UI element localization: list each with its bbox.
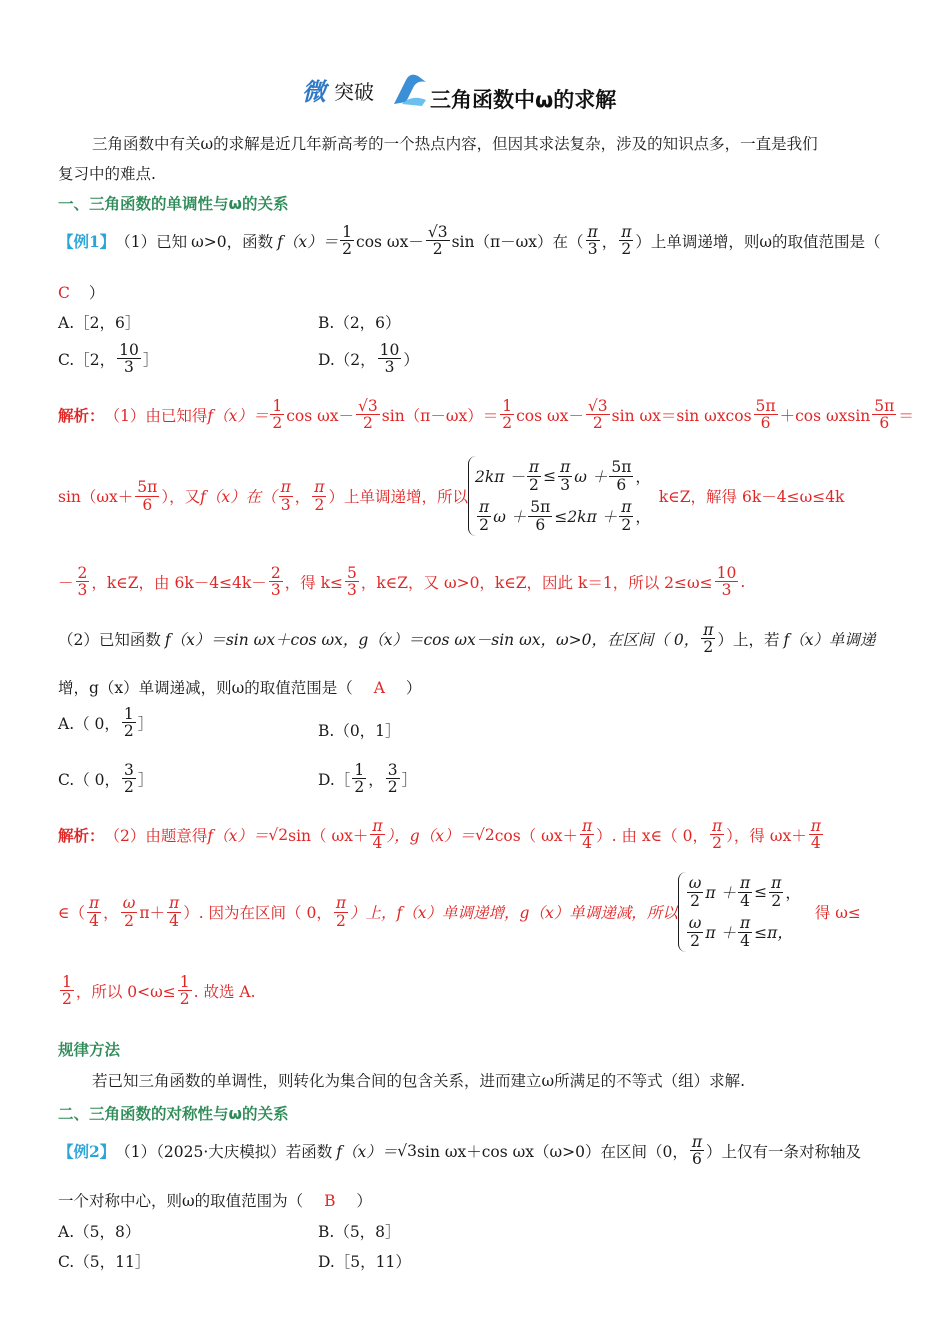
q1-label: （1）已知 xyxy=(115,232,188,251)
choice-1-D: D.（2， $\frac{10}{3}$ ） xyxy=(318,341,419,377)
q1-answer-line xyxy=(58,281,104,303)
choice-1-A: A.［2，6］ xyxy=(58,314,141,332)
q1-sin: sin（π－ωx）在（ xyxy=(451,232,584,251)
q1-comma: ， xyxy=(601,232,618,251)
section-2-heading: 二、三角函数的对称性与ω的关系 xyxy=(58,1105,289,1123)
choice-3-A: A.（5，8） xyxy=(58,1223,141,1241)
example-1-question-2: （2）已知函数 f（x）＝sin ωx＋cos ωx，g（x）＝cos ωx－sin ωx，ω>0，在区间（ 0， $\frac{\pi}{2}$ ）上，若 f（x）单调递 xyxy=(58,621,876,657)
q2-answer: A xyxy=(373,679,385,697)
solution-label: 解析： xyxy=(58,405,105,425)
q1-answer: C xyxy=(58,284,70,302)
choice-1-C: C.［2， $\frac{10}{3}$ ］ xyxy=(58,341,159,377)
solution-2-line-1: 解析： （2）由题意得 f（x）＝ √2 sin（ ωx＋ $\frac{\pi}{4}$ ），g（x）＝ √2 cos（ ωx＋ $\frac{\pi}{4}$ ）. 由 x∈（ 0， $\frac{\pi}{2}$ ），得 ωx＋ $\frac{\pi}{4}$ xyxy=(58,817,821,853)
choice-3-D: D.［5，11） xyxy=(318,1253,411,1271)
fraction-sqrt3-2: $\frac{√3}{2}$ xyxy=(427,223,448,259)
q1-fx: f（x）＝ xyxy=(277,232,339,251)
intro-line-2: 复习中的难点. xyxy=(58,165,156,183)
inequality-system-2: $\frac{\omega}{2}$ π ＋ $\frac{\pi}{4}$ ≤ $\frac{\pi}{2}$ ， $\frac{\omega}{2}$ π ＋ $\frac{\pi}{4}$ ≤π， xyxy=(678,872,801,952)
choice-3-B: B.（5，8］ xyxy=(318,1223,401,1241)
choice-2-D: D.［ $\frac{1}{2}$ ， $\frac{3}{2}$ ］ xyxy=(318,761,418,797)
example-2-question: 【例2】 （1）（2025·大庆模拟）若函数 f（x）＝ √3 sin ωx＋cos ωx（ω>0）在区间（0， $\frac{\pi}{6}$ ）上仅有一条对称轴及 xyxy=(58,1133,862,1169)
q1-cos: cos ωx－ xyxy=(356,232,424,251)
q1-cond: ω>0，函数 xyxy=(191,232,274,251)
example-2-line-2: 一个对称中心，则ω的取值范围为（ B ） xyxy=(58,1192,372,1210)
solution-2-line-2: ∈（ $\frac{\pi}{4}$ ， $\frac{\omega}{2}$ π＋ $\frac{\pi}{4}$ ）. 因为在区间（ 0， $\frac{\pi}{2}$ ）上，f（x）单调递增，g（x）单调递减，所以 $\frac{\omega}{2}$ π ＋ $\frac{\pi}{4}$ ≤ $\frac{\pi}{2}$ ， $\frac{\omega}{2}$ π ＋ $\frac{\pi}{4}$ ≤π， 得 ω≤ xyxy=(58,872,861,952)
choice-2-C: C.（ 0， $\frac{3}{2}$ ］ xyxy=(58,761,154,797)
solution-1-line-2: sin（ωx＋ $\frac{5\pi}{6}$ ），又 f（x）在（ $\frac{\pi}{3}$ ， $\frac{\pi}{2}$ ）上单调递增，所以 2kπ － $\frac{\pi}{2}$ ≤ $\frac{\pi}{3}$ ω ＋ $\frac{5\pi}{6}$ ， $\frac{\pi}{2}$ ω ＋ $\frac{5\pi}{6}$ ≤2kπ ＋ $\frac{\pi}{2}$ ， k∈Z，解得 6k－4≤ω≤4k xyxy=(58,456,844,536)
choice-2-A: A.（ 0， $\frac{1}{2}$ ］ xyxy=(58,705,154,741)
solution-2-line-3: $\frac{1}{2}$ ，所以 0<ω≤ $\frac{1}{2}$ . 故选 A. xyxy=(62,973,256,1009)
q1-tail: ）上单调递增，则ω的取值范围是（ xyxy=(635,232,881,251)
choice-2-B: B.（0，1］ xyxy=(318,722,401,740)
section-1-heading: 一、三角函数的单调性与ω的关系 xyxy=(58,195,289,213)
solution-1-line-1: 解析： （1）由已知得 f（x）＝ $\frac{1}{2}$ cos ωx－ $\frac{√3}{2}$ sin（π－ωx）＝ $\frac{1}{2}$ cos ωx－ $\frac{√3}{2}$ sin ωx＝sin ωxcos $\frac{5\pi}{6}$ ＋cos ωxsin $\frac{5\pi}{6}$ ＝ xyxy=(58,397,914,433)
header-logo xyxy=(302,70,428,110)
method-heading: 规律方法 xyxy=(58,1041,121,1059)
example-1-question-1 xyxy=(58,224,881,258)
solution-1-line-3: － $\frac{2}{3}$ ，k∈Z，由 6k－4≤4k－ $\frac{2}{3}$ ，得 k≤ $\frac{5}{3}$ ，k∈Z，又 ω>0，k∈Z，因此 k＝1，所以 2≤ω≤ $\frac{10}{3}$ . xyxy=(58,564,746,600)
fraction-pi-2: $\frac{\pi}{2}$ xyxy=(621,223,632,259)
example-2-answer: B xyxy=(324,1192,336,1210)
fraction-1-2: $\frac{1}{2}$ xyxy=(342,223,353,259)
method-text: 若已知三角函数的单调性，则转化为集合间的包含关系，进而建立ω所满足的不等式（组）求解. xyxy=(92,1072,746,1090)
q1-close: ） xyxy=(88,284,105,302)
choice-1-B: B.（2，6） xyxy=(318,314,401,332)
logo-micro-char: 微 xyxy=(302,78,326,106)
fraction-pi-3: $\frac{\pi}{3}$ xyxy=(587,223,598,259)
intro-line-1: 三角函数中有关ω的求解是近几年新高考的一个热点内容，但因其求法复杂，涉及的知识点多，一直是我们 xyxy=(92,135,818,153)
logo-word: 突破 xyxy=(334,80,374,104)
example-1-tag: 【例1】 xyxy=(58,231,116,251)
choice-3-C: C.（5，11］ xyxy=(58,1253,151,1271)
example-2-tag: 【例2】 xyxy=(58,1141,116,1161)
page-title: 三角函数中ω的求解 xyxy=(430,88,617,112)
q2-line-2: 增，g（x）单调递减，则ω的取值范围是（ A ） xyxy=(58,679,422,697)
inequality-system-1: 2kπ － $\frac{\pi}{2}$ ≤ $\frac{\pi}{3}$ ω ＋ $\frac{5\pi}{6}$ ， $\frac{\pi}{2}$ ω ＋ $\frac{5\pi}{6}$ ≤2kπ ＋ $\frac{\pi}{2}$ ， xyxy=(468,456,651,536)
